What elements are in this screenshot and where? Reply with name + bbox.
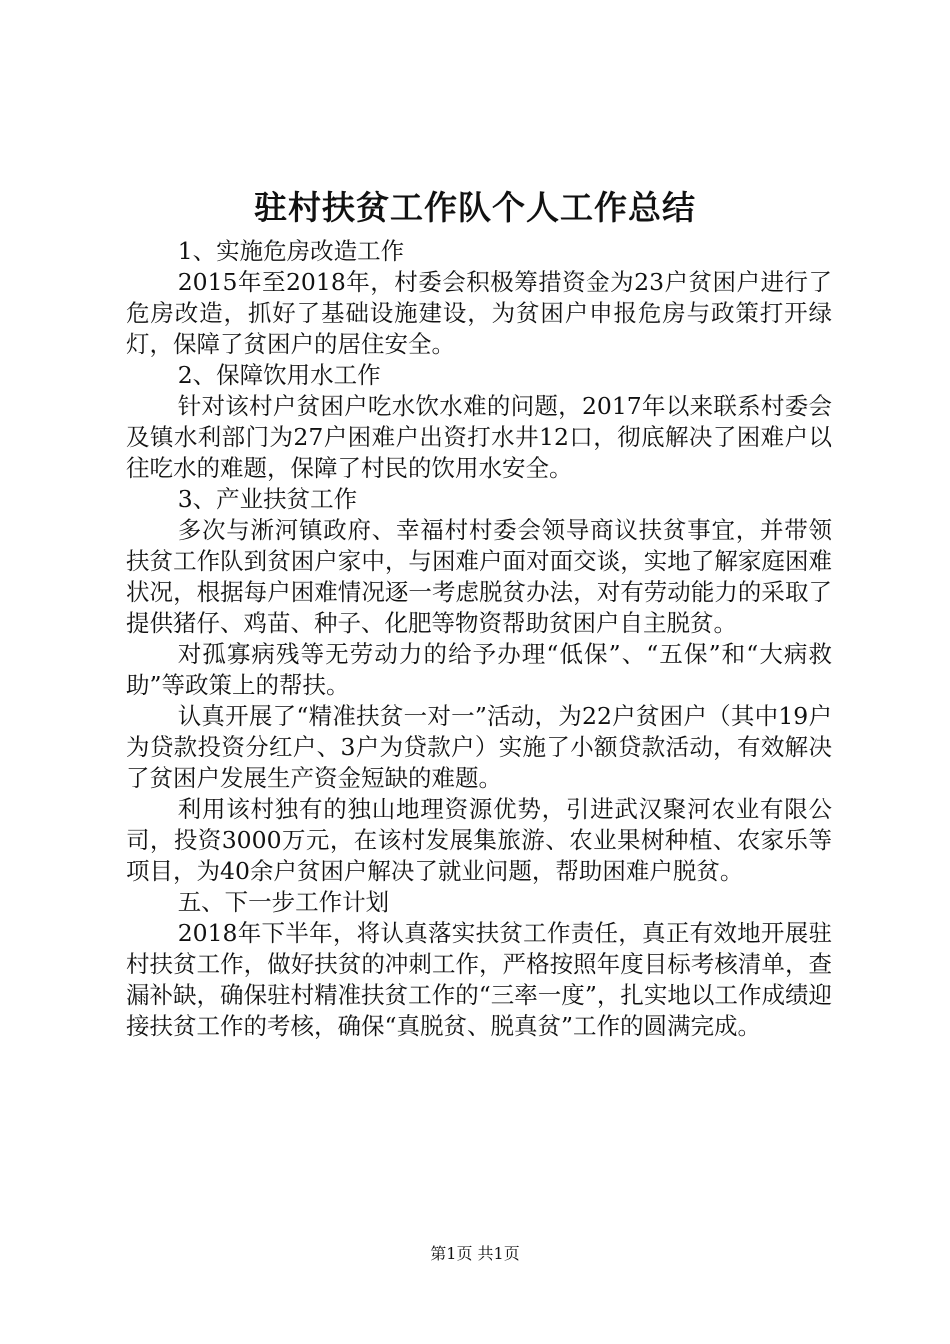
paragraph-loans: 认真开展了“精准扶贫一对一”活动，为22户贫困户（其中19户为贷款投资分红户、3户为贷款户）实施了小额贷款活动，有效解决了贫困户发展生产资金短缺的难题。 xyxy=(126,702,832,792)
section-heading-2: 2、保障饮用水工作 xyxy=(177,361,381,389)
document-title: 驻村扶贫工作队个人工作总结 xyxy=(254,188,696,227)
paragraph-water: 针对该村户贫困户吃水饮水难的问题，2017年以来联系村委会及镇水利部门为27户困难户出资打水井12口，彻底解决了困难户以往吃水的难题，保障了村民的饮用水安全。 xyxy=(126,392,832,482)
paragraph-plan: 2018年下半年，将认真落实扶贫工作责任，真正有效地开展驻村扶贫工作，做好扶贫的冲刺工作，严格按照年度目标考核清单，查漏补缺，确保驻村精准扶贫工作的“三率一度”，扎实地以工作成绩迎接扶贫工作的考核，确保“真脱贫、脱真贫”工作的圆满完成。 xyxy=(126,919,832,1040)
paragraph-welfare: 对孤寡病残等无劳动力的给予办理“低保”、“五保”和“大病救助”等政策上的帮扶。 xyxy=(126,640,832,699)
page-footer: 第1页 共1页 xyxy=(430,1244,520,1263)
section-heading-5: 五、下一步工作计划 xyxy=(177,888,390,916)
section-heading-1: 1、实施危房改造工作 xyxy=(177,237,405,265)
section-heading-3: 3、产业扶贫工作 xyxy=(177,485,358,513)
paragraph-industry: 多次与淅河镇政府、幸福村村委会领导商议扶贫事宜，并带领扶贫工作队到贫困户家中，与困难户面对面交谈，实地了解家庭困难状况，根据每户困难情况逐一考虑脱贫办法，对有劳动能力的采取了提供猪仔、鸡苗、种子、化肥等物资帮助贫困户自主脱贫。 xyxy=(126,516,832,637)
paragraph-housing: 2015年至2018年，村委会积极筹措资金为23户贫困户进行了危房改造，抓好了基础设施建设，为贫困户申报危房与政策打开绿灯，保障了贫困户的居住安全。 xyxy=(126,268,832,358)
paragraph-investment: 利用该村独有的独山地理资源优势，引进武汉聚河农业有限公司，投资3000万元，在该村发展集旅游、农业果树种植、农家乐等项目，为40余户贫困户解决了就业问题，帮助困难户脱贫。 xyxy=(126,795,832,885)
document-body xyxy=(126,236,832,1042)
